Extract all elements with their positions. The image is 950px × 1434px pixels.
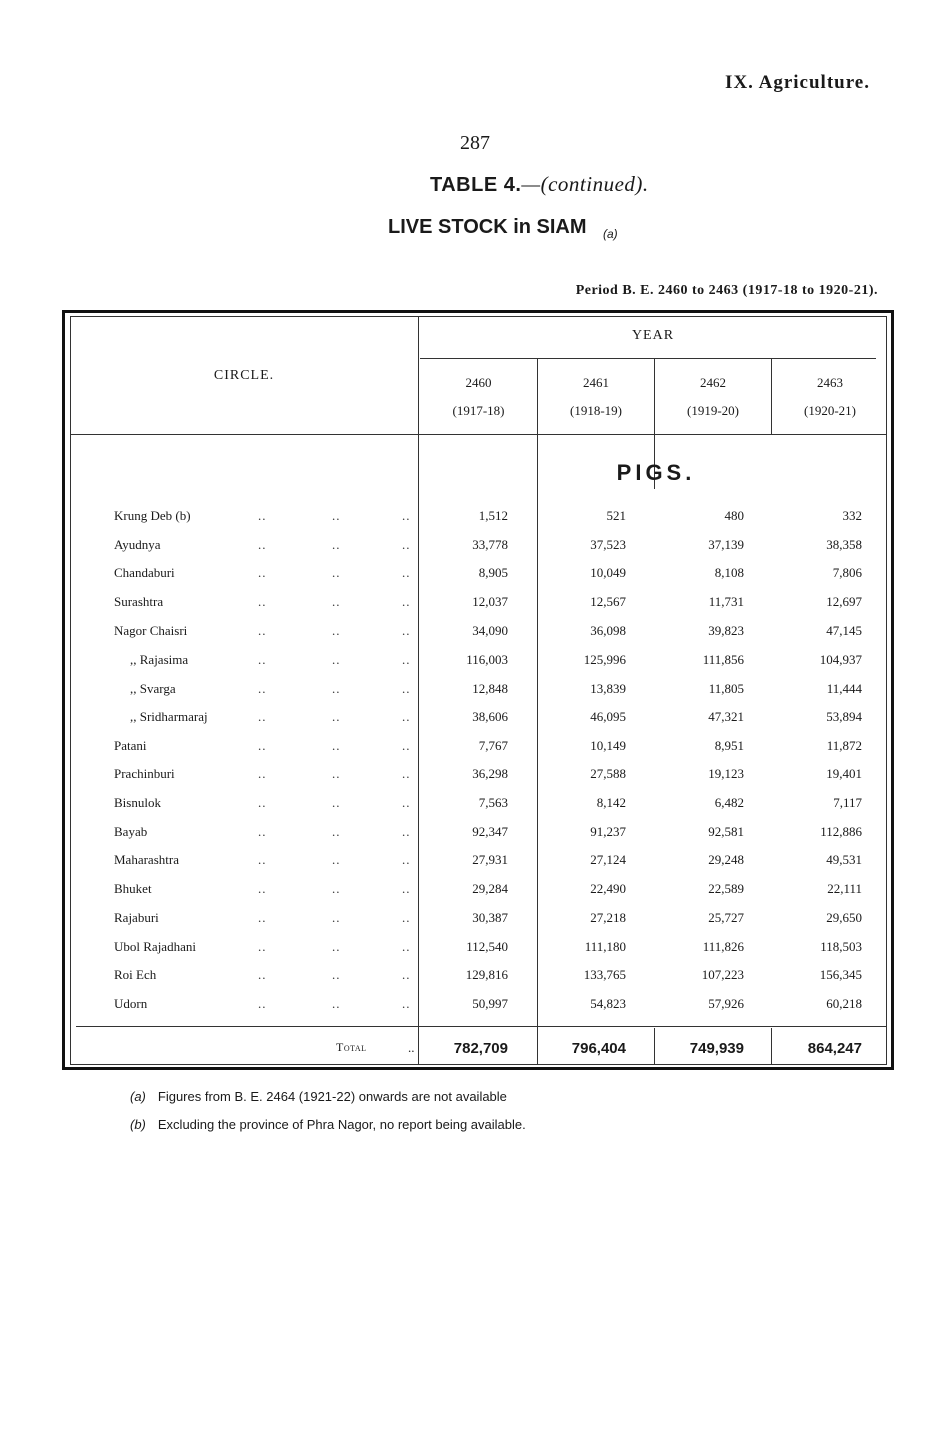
footnote-text: Figures from B. E. 2464 (1921-22) onwards are not available [157, 1089, 507, 1104]
leader-dots: .. [402, 939, 411, 954]
leader-dots: .. [258, 738, 267, 753]
circle-name: ,, Rajasima [130, 652, 189, 667]
leader-dots: .. [332, 795, 341, 810]
value-2461: 521 [606, 508, 626, 523]
value-2462: 11,731 [708, 594, 744, 609]
leader-dots: .. [332, 939, 341, 954]
value-2460: 116,003 [466, 652, 508, 667]
stock-title: LIVE STOCK in SIAM [388, 216, 587, 238]
value-2462: 92,581 [708, 824, 744, 839]
value-2461: 12,567 [590, 594, 626, 609]
circle-name: Udorn [114, 996, 148, 1011]
year-ad-2463: (1920-21) [804, 403, 856, 418]
leader-dots: .. [258, 709, 267, 724]
table-row [0, 766, 950, 794]
value-2462: 57,926 [708, 996, 744, 1011]
leader-dots: .. [258, 623, 267, 638]
value-2461: 46,095 [590, 709, 626, 724]
circle-heading: CIRCLE. [213, 368, 275, 383]
footnote-mark: (b) [130, 1117, 146, 1132]
leader-dots: .. [402, 594, 411, 609]
leader-dots: .. [332, 652, 341, 667]
leader-dots: .. [258, 939, 267, 954]
value-2463: 29,650 [826, 910, 862, 925]
leader-dots: .. [332, 508, 341, 523]
year-be-2461: 2461 [583, 375, 609, 390]
value-2460: 12,037 [472, 594, 508, 609]
value-2460: 8,905 [478, 565, 508, 580]
value-2463: 12,697 [826, 594, 862, 609]
circle-name: Ayudnya [114, 537, 161, 552]
value-2462: 480 [724, 508, 744, 523]
footnote-mark: (a) [130, 1089, 146, 1104]
value-2462: 19,123 [708, 766, 744, 781]
leader-dots: .. [402, 996, 411, 1011]
total-2461: 796,404 [571, 1040, 626, 1057]
leader-dots: .. [402, 508, 411, 523]
value-2460: 29,284 [472, 881, 508, 896]
value-2462: 29,248 [708, 852, 744, 867]
circle-name: Roi Ech [114, 967, 157, 982]
leader-dots: .. [258, 824, 267, 839]
leader-dots: .. [258, 795, 267, 810]
value-2461: 8,142 [596, 795, 626, 810]
value-2461: 22,490 [590, 881, 626, 896]
value-2463: 112,886 [820, 824, 862, 839]
section-label-pigs: PIGS. [616, 460, 696, 485]
table-row [0, 967, 950, 995]
table-row [0, 652, 950, 680]
year-heading: YEAR [631, 328, 675, 343]
table-title [430, 172, 649, 197]
leader-dots: .. [332, 996, 341, 1011]
circle-name: Surashtra [114, 594, 164, 609]
value-2462: 8,108 [714, 565, 744, 580]
table-row [0, 910, 950, 938]
leader-dots: .. [258, 852, 267, 867]
leader-dots: .. [402, 623, 411, 638]
total-2463: 864,247 [807, 1040, 862, 1057]
circle-name: Maharashtra [114, 852, 179, 867]
leader-dots: .. [402, 709, 411, 724]
year-ad-2461: (1918-19) [570, 403, 622, 418]
value-2460: 27,931 [472, 852, 508, 867]
footnote-b [130, 1117, 526, 1132]
value-2460: 38,606 [472, 709, 508, 724]
footnote-text: Excluding the province of Phra Nagor, no report being available. [157, 1117, 526, 1132]
value-2461: 133,765 [583, 967, 626, 982]
value-2463: 53,894 [826, 709, 862, 724]
value-2461: 13,839 [590, 681, 626, 696]
leader-dots: .. [402, 537, 411, 552]
value-2461: 111,180 [584, 939, 626, 954]
circle-name: Krung Deb (b) [114, 508, 191, 523]
total-label: Total [336, 1040, 367, 1054]
leader-dots: .. [402, 652, 411, 667]
leader-dots: .. [332, 681, 341, 696]
leader-dots: .. [258, 910, 267, 925]
leader-dots: .. [402, 565, 411, 580]
value-2463: 11,444 [826, 681, 862, 696]
leader-dots: .. [332, 709, 341, 724]
circle-name: Chandaburi [114, 565, 175, 580]
leader-dots: .. [258, 681, 267, 696]
value-2462: 111,856 [702, 652, 744, 667]
leader-dots: .. [402, 795, 411, 810]
leader-dots: .. [402, 881, 411, 896]
leader-dots: .. [332, 537, 341, 552]
circle-name: Bisnulok [114, 795, 161, 810]
value-2463: 47,145 [826, 623, 862, 638]
leader-dots: .. [258, 565, 267, 580]
value-2463: 11,872 [826, 738, 862, 753]
value-2461: 91,237 [590, 824, 626, 839]
value-2460: 7,563 [478, 795, 508, 810]
total-row [0, 1040, 950, 1068]
rule-total-top [76, 1026, 886, 1027]
section-header: IX. Agriculture. [725, 72, 870, 93]
year-ad-2460: (1917-18) [452, 403, 505, 418]
leader-dots: .. [332, 738, 341, 753]
value-2461: 36,098 [590, 623, 626, 638]
table-row [0, 681, 950, 709]
leader-dots: .. [402, 910, 411, 925]
value-2462: 37,139 [708, 537, 744, 552]
year-ad-2462: (1919-20) [687, 403, 739, 418]
table-row [0, 537, 950, 565]
value-2463: 7,117 [833, 795, 862, 810]
rule-col-2463-top [771, 359, 772, 435]
value-2460: 7,767 [478, 738, 508, 753]
value-2463: 38,358 [826, 537, 862, 552]
value-2462: 22,589 [708, 881, 744, 896]
year-be-2462: 2462 [700, 375, 726, 390]
table-row [0, 709, 950, 737]
leader-dots: .. [258, 508, 267, 523]
table-title-main: TABLE 4. [430, 174, 522, 196]
table-row [0, 939, 950, 967]
circle-name: Nagor Chaisri [114, 623, 188, 638]
leader-dots: .. [332, 967, 341, 982]
leader-dots: .. [402, 967, 411, 982]
value-2463: 49,531 [826, 852, 862, 867]
value-2461: 125,996 [583, 652, 626, 667]
leader-dots: .. [402, 738, 411, 753]
value-2462: 8,951 [714, 738, 744, 753]
circle-name: Patani [114, 738, 147, 753]
year-be-2460: 2460 [465, 375, 492, 390]
value-2462: 25,727 [708, 910, 744, 925]
value-2460: 34,090 [472, 623, 508, 638]
leader-dots: .. [332, 594, 341, 609]
leader-dots: .. [408, 1040, 415, 1055]
table-row [0, 795, 950, 823]
value-2460: 50,997 [472, 996, 508, 1011]
value-2460: 92,347 [472, 824, 508, 839]
value-2461: 27,124 [590, 852, 626, 867]
circle-name: ,, Svarga [130, 681, 176, 696]
total-2462: 749,939 [689, 1040, 744, 1057]
leader-dots: .. [258, 881, 267, 896]
circle-name: Bhuket [114, 881, 152, 896]
value-2461: 27,588 [590, 766, 626, 781]
value-2463: 22,111 [827, 881, 862, 896]
page-number: 287 [460, 132, 490, 154]
leader-dots: .. [258, 537, 267, 552]
value-2461: 10,049 [590, 565, 626, 580]
value-2460: 33,778 [472, 537, 508, 552]
leader-dots: .. [402, 681, 411, 696]
stock-title-note: (a) [603, 227, 618, 241]
table-row [0, 824, 950, 852]
year-be-2463: 2463 [817, 375, 843, 390]
value-2462: 107,223 [701, 967, 744, 982]
value-2460: 129,816 [465, 967, 508, 982]
table-row [0, 881, 950, 909]
value-2461: 10,149 [590, 738, 626, 753]
leader-dots: .. [332, 565, 341, 580]
circle-name: Prachinburi [114, 766, 175, 781]
value-2463: 7,806 [832, 565, 862, 580]
leader-dots: .. [332, 910, 341, 925]
footnote-a [130, 1089, 507, 1104]
leader-dots: .. [332, 766, 341, 781]
circle-name: Bayab [114, 824, 148, 839]
table-row [0, 594, 950, 622]
rule-year-underline [420, 358, 876, 359]
value-2460: 12,848 [472, 681, 508, 696]
rule-header-bottom [71, 434, 886, 435]
leader-dots: .. [332, 824, 341, 839]
value-2463: 118,503 [820, 939, 862, 954]
value-2462: 6,482 [714, 795, 744, 810]
value-2460: 112,540 [466, 939, 508, 954]
table-row [0, 508, 950, 536]
leader-dots: .. [258, 594, 267, 609]
value-2461: 37,523 [590, 537, 626, 552]
leader-dots: .. [402, 766, 411, 781]
value-2460: 36,298 [472, 766, 508, 781]
leader-dots: .. [402, 824, 411, 839]
value-2462: 39,823 [708, 623, 744, 638]
table-row [0, 852, 950, 880]
table-row [0, 623, 950, 651]
value-2461: 27,218 [590, 910, 626, 925]
period-line: Period B. E. 2460 to 2463 (1917-18 to 1920-21). [575, 283, 878, 298]
value-2463: 104,937 [819, 652, 862, 667]
value-2463: 60,218 [826, 996, 862, 1011]
leader-dots: .. [258, 652, 267, 667]
leader-dots: .. [332, 881, 341, 896]
value-2460: 30,387 [472, 910, 508, 925]
circle-name: ,, Sridharmaraj [130, 709, 208, 724]
value-2462: 11,805 [708, 681, 744, 696]
leader-dots: .. [332, 852, 341, 867]
leader-dots: .. [402, 852, 411, 867]
value-2463: 19,401 [826, 766, 862, 781]
table-row [0, 738, 950, 766]
leader-dots: .. [258, 967, 267, 982]
value-2463: 332 [842, 508, 862, 523]
table-row [0, 565, 950, 593]
value-2461: 54,823 [590, 996, 626, 1011]
value-2462: 47,321 [708, 709, 744, 724]
total-2460: 782,709 [453, 1040, 508, 1057]
leader-dots: .. [258, 766, 267, 781]
value-2460: 1,512 [478, 508, 508, 523]
table-row [0, 996, 950, 1024]
leader-dots: .. [258, 996, 267, 1011]
circle-name: Rajaburi [114, 910, 159, 925]
circle-name: Ubol Rajadhani [114, 939, 196, 954]
table-title-continued: —(continued). [521, 172, 649, 196]
value-2463: 156,345 [819, 967, 862, 982]
leader-dots: .. [332, 623, 341, 638]
value-2462: 111,826 [702, 939, 744, 954]
